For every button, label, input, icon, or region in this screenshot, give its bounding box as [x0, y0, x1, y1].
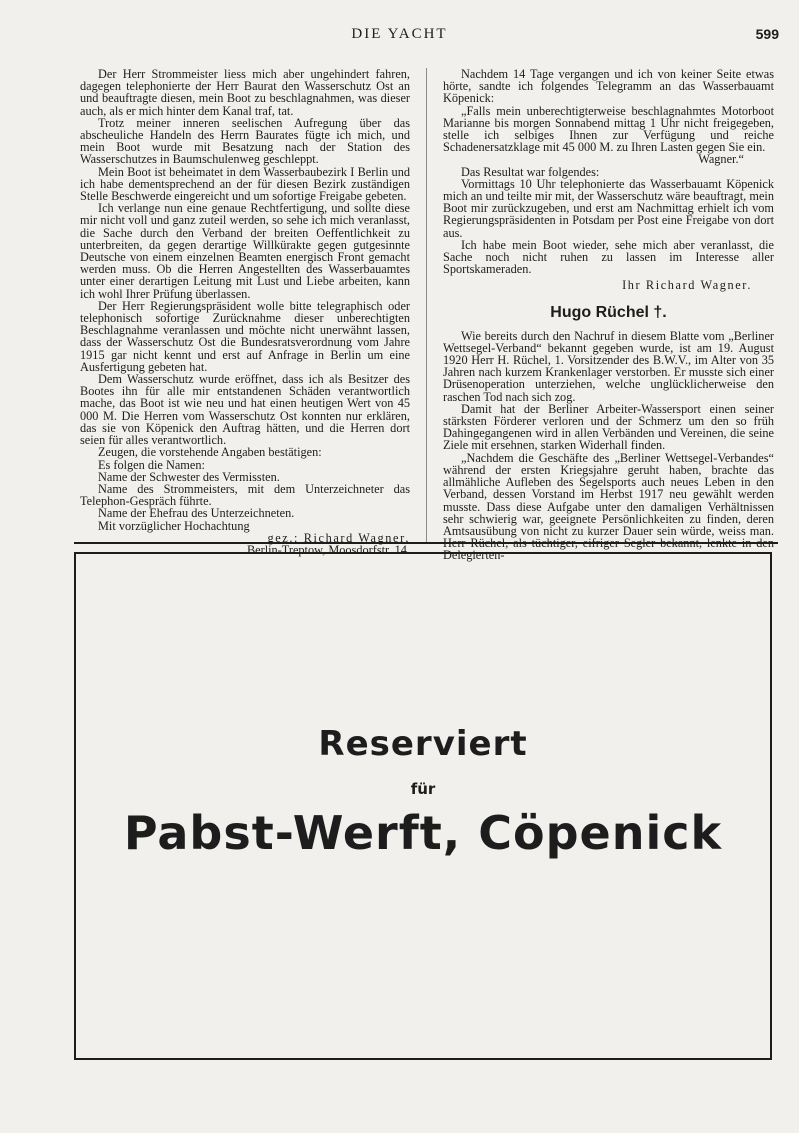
- ad-reserved-heading: Reserviert: [318, 724, 528, 764]
- advertisement-box: [74, 552, 772, 1060]
- closing-signature: Ihr Richard Wagner.: [622, 278, 752, 293]
- signature-address: Berlin-Treptow, Moosdorfstr. 14.: [246, 542, 410, 557]
- telegram-text: „Falls mein unberechtigterweise beschlagnahmtes Motorboot Marianne bis morgen Sonnabend mittag 1 Uhr nicht freigegeben, stelle ich selbiges Ihnen zur Verfügung und reiche Schadenersatzklage mit 45 000 M. zu Ihren Lasten gegen Sie ein.: [443, 103, 774, 155]
- ad-for-label: für: [410, 780, 436, 798]
- witness-line: Name der Ehefrau des Unterzeichneten.: [98, 506, 295, 521]
- witness-line: Name des Strommeisters, mit dem Unterzeichneter das Telephon-Gespräch führte.: [80, 481, 410, 509]
- witness-line: Name der Schwester des Vermissten.: [98, 469, 280, 484]
- right-column: [443, 68, 774, 562]
- dagger-symbol: †.: [653, 303, 667, 321]
- left-column: [80, 68, 410, 556]
- article-paragraph: Der Herr Regierungspräsident wolle bitte telegraphisch oder telephonisch sofortige Zurücknahme dieser unberechtigten Beschlagnahme veranlassen und möchte nicht unerwähnt lassen, dass der Wasserschutz Ost die Bundesratsverordnung vom Jahre 1915 gar nicht kennt und erst auf Anfrage in Berlin um eine Ausfertigung gebeten hat.: [80, 298, 410, 374]
- section-divider: [74, 542, 778, 544]
- article-paragraph: Ich habe mein Boot wieder, sehe mich aber veranlasst, die Sache noch nicht ruhen zu lassen im Interesse aller Sportskameraden.: [443, 237, 774, 277]
- obituary-paragraph: Damit hat der Berliner Arbeiter-Wassersport einen seiner stärksten Förderer verloren und der Schmerz um den so früh Dahingegangenen wird in allen Verbänden und Vereinen, die seine Ziele mit ersehnen, starken Widerhall finden.: [443, 401, 774, 453]
- obituary-paragraph: „Nachdem die Geschäfte des „Berliner Wettsegel-Verbandes“ während der ersten Kriegsjahre geruht haben, brachte das allmähliche Aufleben des Segelsports auch neues Leben in den Verband, dessen Vorstand im Herbst 1917 neu gewählt werden musste. Dass diese Aufgabe unter den damaligen Verhältnissen sehr schwierig war, geeignete Persönlichkeiten zu finden, deren Amtsausübung von nicht zu kurzer Dauer sein würde, weiss man. Herr Rüchel, als tüchtiger, eifriger Segler bekannt, lenkte in den Delegierten-: [443, 450, 774, 563]
- article-paragraph: Trotz meiner inneren seelischen Aufregung über das abscheuliche Handeln des Herrn Baurates fügte ich mich, und mein Boot wurde mit Besatzung nach der Station des Wasserschutzes in Baumschulenweg geschleppt.: [80, 115, 410, 167]
- obituary-paragraph: Wie bereits durch den Nachruf in diesem Blatte vom „Berliner Wettsegel-Verband“ bekannt gegeben wurde, ist am 19. August 1920 Herr H. Rüchel, 1. Vorsitzender des B.W.V., im Alter von 35 Jahren nach kurzem Krankenlager verstorben. Er musste sich einer Drüsenoperation unterziehen, welche unglücklicherweise den raschen Tod nach sich zog.: [443, 328, 774, 404]
- witness-line: Es folgen die Namen:: [98, 457, 205, 472]
- page-header-title: DIE YACHT: [351, 26, 448, 42]
- article-paragraph: Nachdem 14 Tage vergangen und ich von keiner Seite etwas hörte, sandte ich folgendes Telegramm an das Wasserbauamt Köpenick:: [443, 67, 774, 106]
- witness-line: Mit vorzüglicher Hochachtung: [98, 518, 250, 533]
- article-paragraph: Dem Wasserschutz wurde eröffnet, dass ich als Besitzer des Bootes ihn für alle mir entstandenen Schäden verantwortlich mache, das Boot ist wie neu und hat einen heutigen Wert von 45 000 M. Die Herren vom Wasserschutz Ost konnten nur erklären, das sie von Köpenick den Auftrag hätten, und die Herren dort seien für alles verantwortlich.: [80, 372, 410, 448]
- article-paragraph: Vormittags 10 Uhr telephonierte das Wasserbauamt Köpenick mich an und teilte mir mit, der Wasserschutz wäre beauftragt, mein Boot mir zurückzugeben, und erst am Nachmittag erhielt ich vom Regierungspräsidenten in Potsdam per Post eine Freigabe von dort aus.: [443, 176, 774, 240]
- article-paragraph: Der Herr Strommeister liess mich aber ungehindert fahren, dagegen telephonierte der Herr Baurat den Wasserschutz Ost an und beauftragte diesen, mein Boot zu beschlagnahmen, was dieser auch, als er mich hinter dem Kanal traf, tat.: [80, 67, 410, 118]
- article-paragraph: Mein Boot ist beheimatet in dem Wasserbaubezirk I Berlin und ich habe dementsprechend an der für diesen Bezirk zuständigen Stelle Beschwerde eingereicht und um sofortige Freigabe gebeten.: [80, 164, 410, 204]
- telegram-signature: Wagner.“: [698, 152, 744, 167]
- ad-company-name: Pabst-Werft, Cöpenick: [123, 806, 723, 860]
- page-number: 599: [755, 26, 779, 42]
- article-paragraph: Das Resultat war folgendes:: [461, 164, 600, 179]
- article-paragraph: Zeugen, die vorstehende Angaben bestätigen:: [98, 445, 322, 460]
- obituary-title: [443, 304, 774, 322]
- article-paragraph: Ich verlange nun eine genaue Rechtfertigung, und sollte diese mir nicht voll und ganz zuteil werden, so sehe ich mich veranlasst, die Sache durch den Verband der breiten Oeffentlichkeit zu unterbreiten, da gegen derartige Willkürakte gegen gutgesinnte Deutsche von einem einzelnen Beamten energisch Front gemacht werden muss. Ob die Herren Angestellten des Wasserbauamtes unter einer derartigen Leitung mit Lust und Liebe arbeiten, kann ich wohl Ihrer Prüfung überlassen.: [80, 201, 410, 301]
- obituary-name: Hugo Rüchel: [550, 303, 649, 321]
- signature-line: gez.: Richard Wagner,: [267, 530, 410, 545]
- column-divider: [426, 68, 427, 542]
